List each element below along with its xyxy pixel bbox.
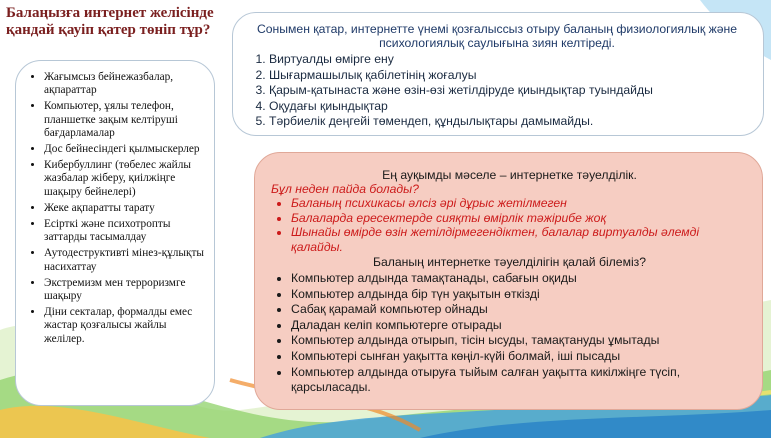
causes-list [271, 196, 748, 254]
list-item: 2. Шығармашылық қабілетінің жоғалуы [269, 68, 749, 84]
list-item: • Балаларда ересектерде сияқты өмірлік тәжірибе жоқ [291, 211, 748, 226]
causes-question: Бұл неден пайда болады? [271, 182, 419, 196]
list-item: • Компьютер алдында отырып, тісін ысуды, тамақтануды ұмытады [291, 333, 748, 349]
health-effects-panel [232, 12, 764, 136]
addiction-heading: Ең ауқымды мәселе – интернетке тәуелділік. [382, 168, 637, 182]
list-item: • Сабақ қарамай компьютер ойнады [291, 302, 748, 318]
list-item: 4. Оқудағы қиындықтар [269, 99, 749, 115]
list-item: • Компьютер алдында бір түн уақытын өткізді [291, 287, 748, 303]
list-item: • Есірткі және психотропты заттарды тасымалдау [44, 218, 206, 244]
list-item: • Компьютер, ұялы телефон, планшетке зақым келтіруші бағдарламалар [44, 100, 206, 140]
list-item: • Жеке ақпаратты тарату [44, 202, 206, 215]
list-item: • Компьютері сынған уақытта көңіл-күйі болмай, іші пысады [291, 349, 748, 365]
signs-list [271, 271, 748, 396]
health-effects-list [245, 52, 749, 130]
list-item: • Экстремизм мен терроризмге шақыру [44, 277, 206, 303]
list-item: • Кибербуллинг (төбелес жайлы жазбалар жіберу, қиілжіңге шақыру бейнелері) [44, 159, 206, 199]
signs-heading: Баланың интернетке тәуелділігін қалай білеміз? [372, 255, 647, 269]
list-item: • Дос бейнесіндегі қылмыскерлер [44, 143, 206, 156]
list-item: • Даладан келіп компьютерге отырады [291, 318, 748, 334]
health-effects-heading: Сонымен қатар, интернетте үнемі қозғалыссыз отыру баланың физиологиялық және психологиялық саулығына зиян келтіреді. [256, 22, 738, 50]
list-item: 5. Тәрбиелік деңгейі төмендеп, құндылықтары дамымайды. [269, 114, 749, 130]
list-item: 3. Қарым-қатынаста және өзін-өзі жетілдіруде қиындықтар туындайды [269, 83, 749, 99]
list-item: • Аутодеструктивті мінез-құлықты насихаттау [44, 247, 206, 273]
list-item: • Жағымсыз бейнежазбалар, ақпараттар [44, 71, 206, 97]
list-item: • Шынайы өмірде өзін жетілдірмегендіктен, балалар виртуалды әлемді қалайды. [291, 225, 748, 254]
risks-panel [15, 60, 215, 406]
left-title: Балаңызға интернет желісінде қандай қауіп қатер төніп тұр? [6, 5, 214, 38]
list-item: • Діни секталар, формалды емес жастар қозғалысы жайлы желілер. [44, 306, 206, 346]
list-item: • Компьютер алдында отыруға тыйым салған уақытта кикілжіңге түсіп, қарсыласады. [291, 365, 748, 396]
addiction-panel [254, 152, 763, 410]
list-item: • Баланың психикасы әлсіз әрі дұрыс жетілмеген [291, 196, 748, 211]
list-item: • Компьютер алдында тамақтанады, сабағын оқиды [291, 271, 748, 287]
list-item: 1. Виртуалды өмірге ену [269, 52, 749, 68]
risks-list [24, 71, 206, 346]
